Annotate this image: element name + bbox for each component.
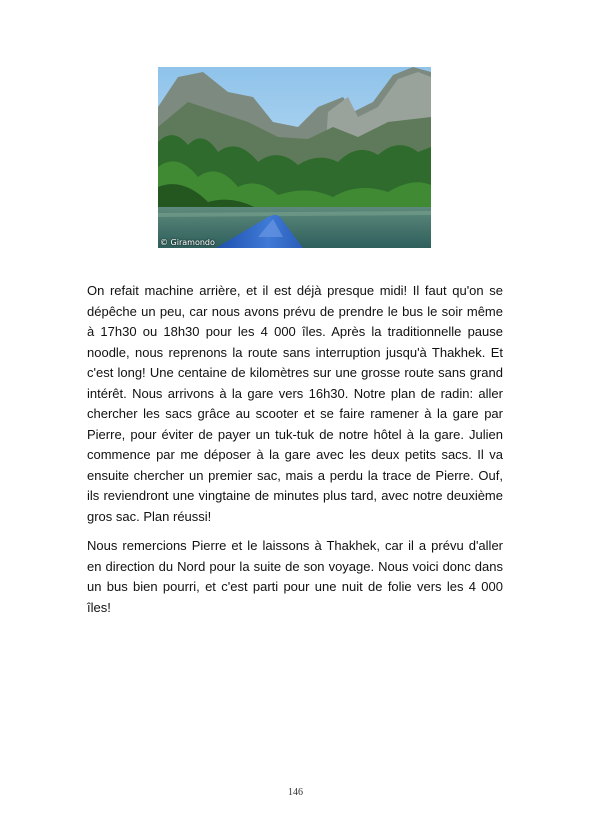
body-text — [87, 281, 503, 627]
page-number: 146 — [288, 787, 303, 798]
paragraph: Nous remercions Pierre et le laissons à Thakhek, car il a prévu d'aller en direction du Nord pour la suite de son voyage. Nous voici donc dans un bus bien pourri, et c'est parti pour une nuit de folie vers les 4 000 îles! — [87, 538, 503, 615]
river-photo — [158, 67, 431, 248]
photo-credit: © Giramondo — [160, 238, 215, 247]
river-photo-illustration — [158, 67, 431, 248]
paragraph: On refait machine arrière, et il est déjà presque midi! Il faut qu'on se dépêche un peu, car nous avons prévu de prendre le bus le soir même à 17h30 ou 18h30 pour les 4 000 îles. Après la traditionnelle pause noodle, nous reprenons la route sans interruption jusqu'à Thakhek. Et c'est long! Une centaine de kilomètres sur une grosse route sans grand intérêt. Nous arrivons à la gare vers 16h30. Notre plan de radin: aller chercher les sacs grâce au scooter et se faire ramener à la gare par Pierre, pour éviter de payer un tuk-tuk de notre hôtel à la gare. Julien commence par me déposer à la gare avec les deux petits sacs. Il va ensuite chercher un premier sac, mais a perdu la trace de Pierre. Ouf, ils reviendront une vingtaine de minutes plus tard, avec notre deuxième gros sac. Plan réussi! — [87, 283, 503, 524]
